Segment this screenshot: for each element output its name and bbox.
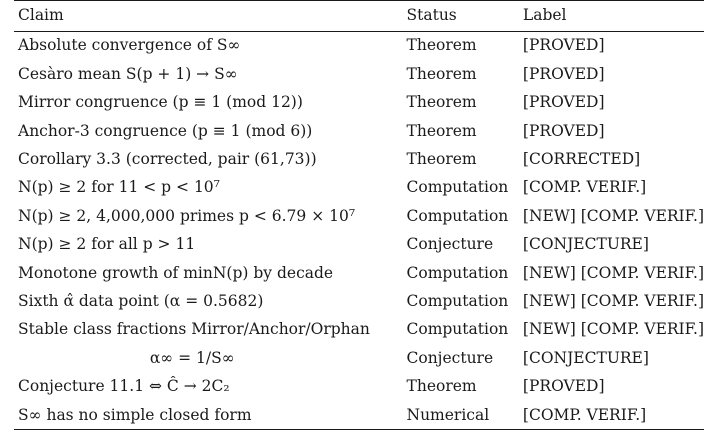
- row-label: [COMP. VERIF.]: [523, 401, 704, 430]
- row-claim: Conjecture 11.1 ⇔ Ĉ → 2C₂: [18, 377, 230, 396]
- table-row: [14, 117, 704, 145]
- header-label: Label: [523, 1, 704, 32]
- table-row: [14, 174, 704, 202]
- row-status: Computation: [406, 263, 509, 282]
- row-claim: Monotone growth of minN(p) by decade: [18, 263, 334, 282]
- row-label: [COMP. VERIF.]: [522, 178, 647, 197]
- row-claim: Anchor-3 congruence (p ≡ 1 (mod 6)): [18, 121, 313, 140]
- header-claim: Claim: [14, 1, 407, 32]
- row-label: [PROVED]: [522, 36, 605, 55]
- table-header-row: [14, 1, 704, 32]
- table-row: [14, 316, 704, 344]
- table-row: [14, 344, 704, 372]
- row-claim: Sixth α̂ data point (α = 0.5682): [18, 291, 264, 310]
- row-label: [PROVED]: [522, 377, 605, 396]
- table-row: [14, 259, 704, 287]
- row-claim: Corollary 3.3 (corrected, pair (61,73)): [18, 150, 317, 168]
- row-status: Theorem: [406, 64, 477, 83]
- table-row: [14, 32, 704, 61]
- table-row: [14, 60, 704, 88]
- row-status: Computation: [406, 320, 509, 339]
- claims-table: [14, 0, 704, 430]
- row-status: Theorem: [406, 377, 477, 396]
- row-label: [PROVED]: [522, 121, 605, 140]
- row-label: [NEW] [COMP. VERIF.]: [522, 263, 704, 282]
- row-label: [NEW] [COMP. VERIF.]: [522, 291, 704, 310]
- row-status: Numerical: [407, 401, 523, 430]
- row-status: Computation: [406, 291, 509, 310]
- row-claim: S∞ has no simple closed form: [14, 401, 407, 430]
- table-row: [14, 373, 704, 401]
- row-claim: N(p) ≥ 2, 4,000,000 primes p < 6.79 × 10⁷: [18, 206, 356, 225]
- row-claim: Cesàro mean S(p + 1) → S∞: [18, 64, 238, 83]
- table-row: [14, 89, 704, 117]
- row-label: [CONJECTURE]: [522, 235, 649, 254]
- row-claim: N(p) ≥ 2 for 11 < p < 10⁷: [18, 178, 220, 197]
- header-status: Status: [407, 1, 523, 32]
- table-row: [14, 401, 704, 430]
- row-status: Computation: [406, 206, 509, 225]
- row-label: [NEW] [COMP. VERIF.]: [522, 320, 704, 339]
- row-claim: N(p) ≥ 2 for all p > 11: [18, 235, 196, 254]
- row-label: [PROVED]: [522, 93, 605, 112]
- row-claim: Stable class fractions Mirror/Anchor/Orphan: [18, 320, 370, 339]
- row-label: [CORRECTED]: [522, 150, 641, 168]
- row-status: Conjecture: [406, 235, 494, 254]
- row-status: Theorem: [406, 150, 477, 168]
- row-claim: Absolute convergence of S∞: [18, 36, 241, 55]
- row-label: [PROVED]: [522, 64, 605, 83]
- row-claim: α∞ = 1/S∞: [149, 348, 235, 367]
- table-row: [14, 146, 704, 174]
- row-label: [NEW] [COMP. VERIF.]: [522, 206, 704, 225]
- row-label: [CONJECTURE]: [522, 348, 649, 367]
- row-status: Theorem: [406, 93, 477, 112]
- table-row: [14, 288, 704, 316]
- table-row: [14, 202, 704, 230]
- table-row: [14, 231, 704, 259]
- row-status: Computation: [406, 178, 509, 197]
- row-claim: Mirror congruence (p ≡ 1 (mod 12)): [18, 93, 303, 112]
- row-status: Theorem: [406, 121, 477, 140]
- row-status: Theorem: [406, 36, 477, 55]
- row-status: Conjecture: [406, 348, 494, 367]
